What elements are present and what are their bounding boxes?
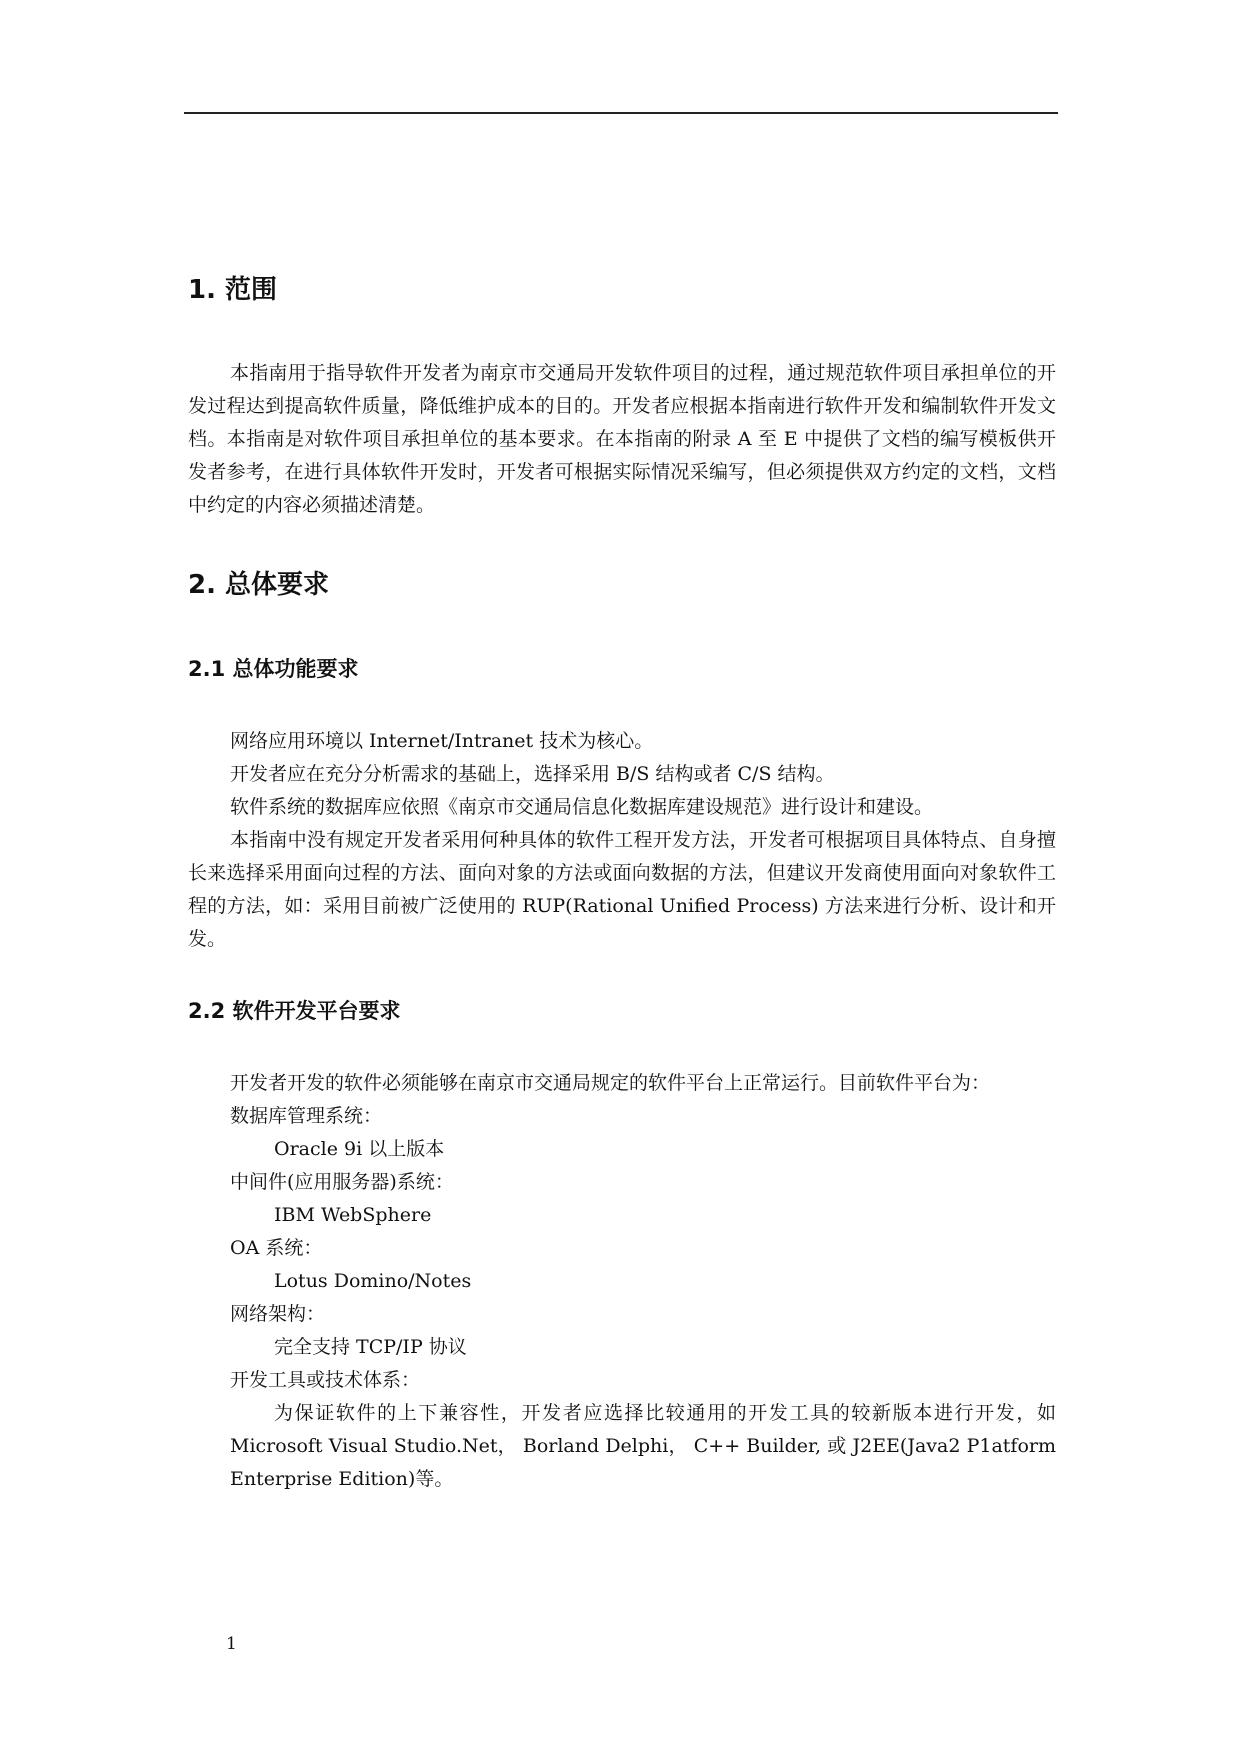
section-2-2-intro: 开发者开发的软件必须能够在南京市交通局规定的软件平台上正常运行。目前软件平台为： xyxy=(230,1072,991,1094)
section-1-heading: 1. 范围 xyxy=(188,275,278,305)
section-2-1-line-1: 网络应用环境以 Internet/Intranet 技术为核心。 xyxy=(230,730,654,752)
section-2-heading: 2. 总体要求 xyxy=(188,570,330,600)
platform-value-oa: Lotus Domino/Notes xyxy=(274,1270,472,1292)
section-1-paragraph: 本指南用于指导软件开发者为南京市交通局开发软件项目的过程，通过规范软件项目承担单位的开发过程达到提高软件质量，降低维护成本的目的。开发者应根据本指南进行软件开发和编制软件开发文档。本指南是对软件项目承担单位的基本要求。在本指南的附录 A 至 E 中提供了文档的编写模板供开发者参考，在进行具体软件开发时，开发者可根据实际情况采编写，但必须提供双方约定的文档，文档中约定的内容必须描述清楚。 xyxy=(188,362,1056,516)
platform-value-network: 完全支持 TCP/IP 协议 xyxy=(274,1336,467,1358)
platform-value-devtools: 为保证软件的上下兼容性，开发者应选择比较通用的开发工具的较新版本进行开发，如 Microsoft Visual Studio.Net， Borland Delphi， C++ Builder, 或 J2EE(Java2 P1atform Enterprise Edition)等。 xyxy=(230,1402,1056,1490)
section-2-1-heading: 2.1 总体功能要求 xyxy=(188,657,359,681)
platform-value-database: Oracle 9i 以上版本 xyxy=(274,1138,445,1160)
platform-label-middleware: 中间件(应用服务器)系统： xyxy=(230,1171,454,1193)
section-2-1-line-3: 软件系统的数据库应依照《南京市交通局信息化数据库建设规范》进行设计和建设。 xyxy=(230,796,934,818)
platform-label-database: 数据库管理系统： xyxy=(230,1105,383,1127)
platform-label-oa: OA 系统： xyxy=(230,1237,323,1259)
section-2-1-paragraph: 本指南中没有规定开发者采用何种具体的软件工程开发方法，开发者可根据项目具体特点、自身擅长来选择采用面向过程的方法、面向对象的方法或面向数据的方法，但建议开发商使用面向对象软件工程的方法，如：采用目前被广泛使用的 RUP(Rational Unified Process) 方法来进行分析、设计和开发。 xyxy=(188,829,1056,950)
platform-label-devtools: 开发工具或技术体系： xyxy=(230,1369,421,1391)
platform-label-network: 网络架构： xyxy=(230,1303,326,1325)
section-2-2-heading: 2.2 软件开发平台要求 xyxy=(188,999,401,1023)
platform-value-middleware: IBM WebSphere xyxy=(274,1204,432,1226)
page-number: 1 xyxy=(226,1634,237,1654)
section-2-1-line-2: 开发者应在充分分析需求的基础上，选择采用 B/S 结构或者 C/S 结构。 xyxy=(230,763,835,785)
document-body xyxy=(188,268,1056,1496)
header-rule xyxy=(184,112,1058,114)
